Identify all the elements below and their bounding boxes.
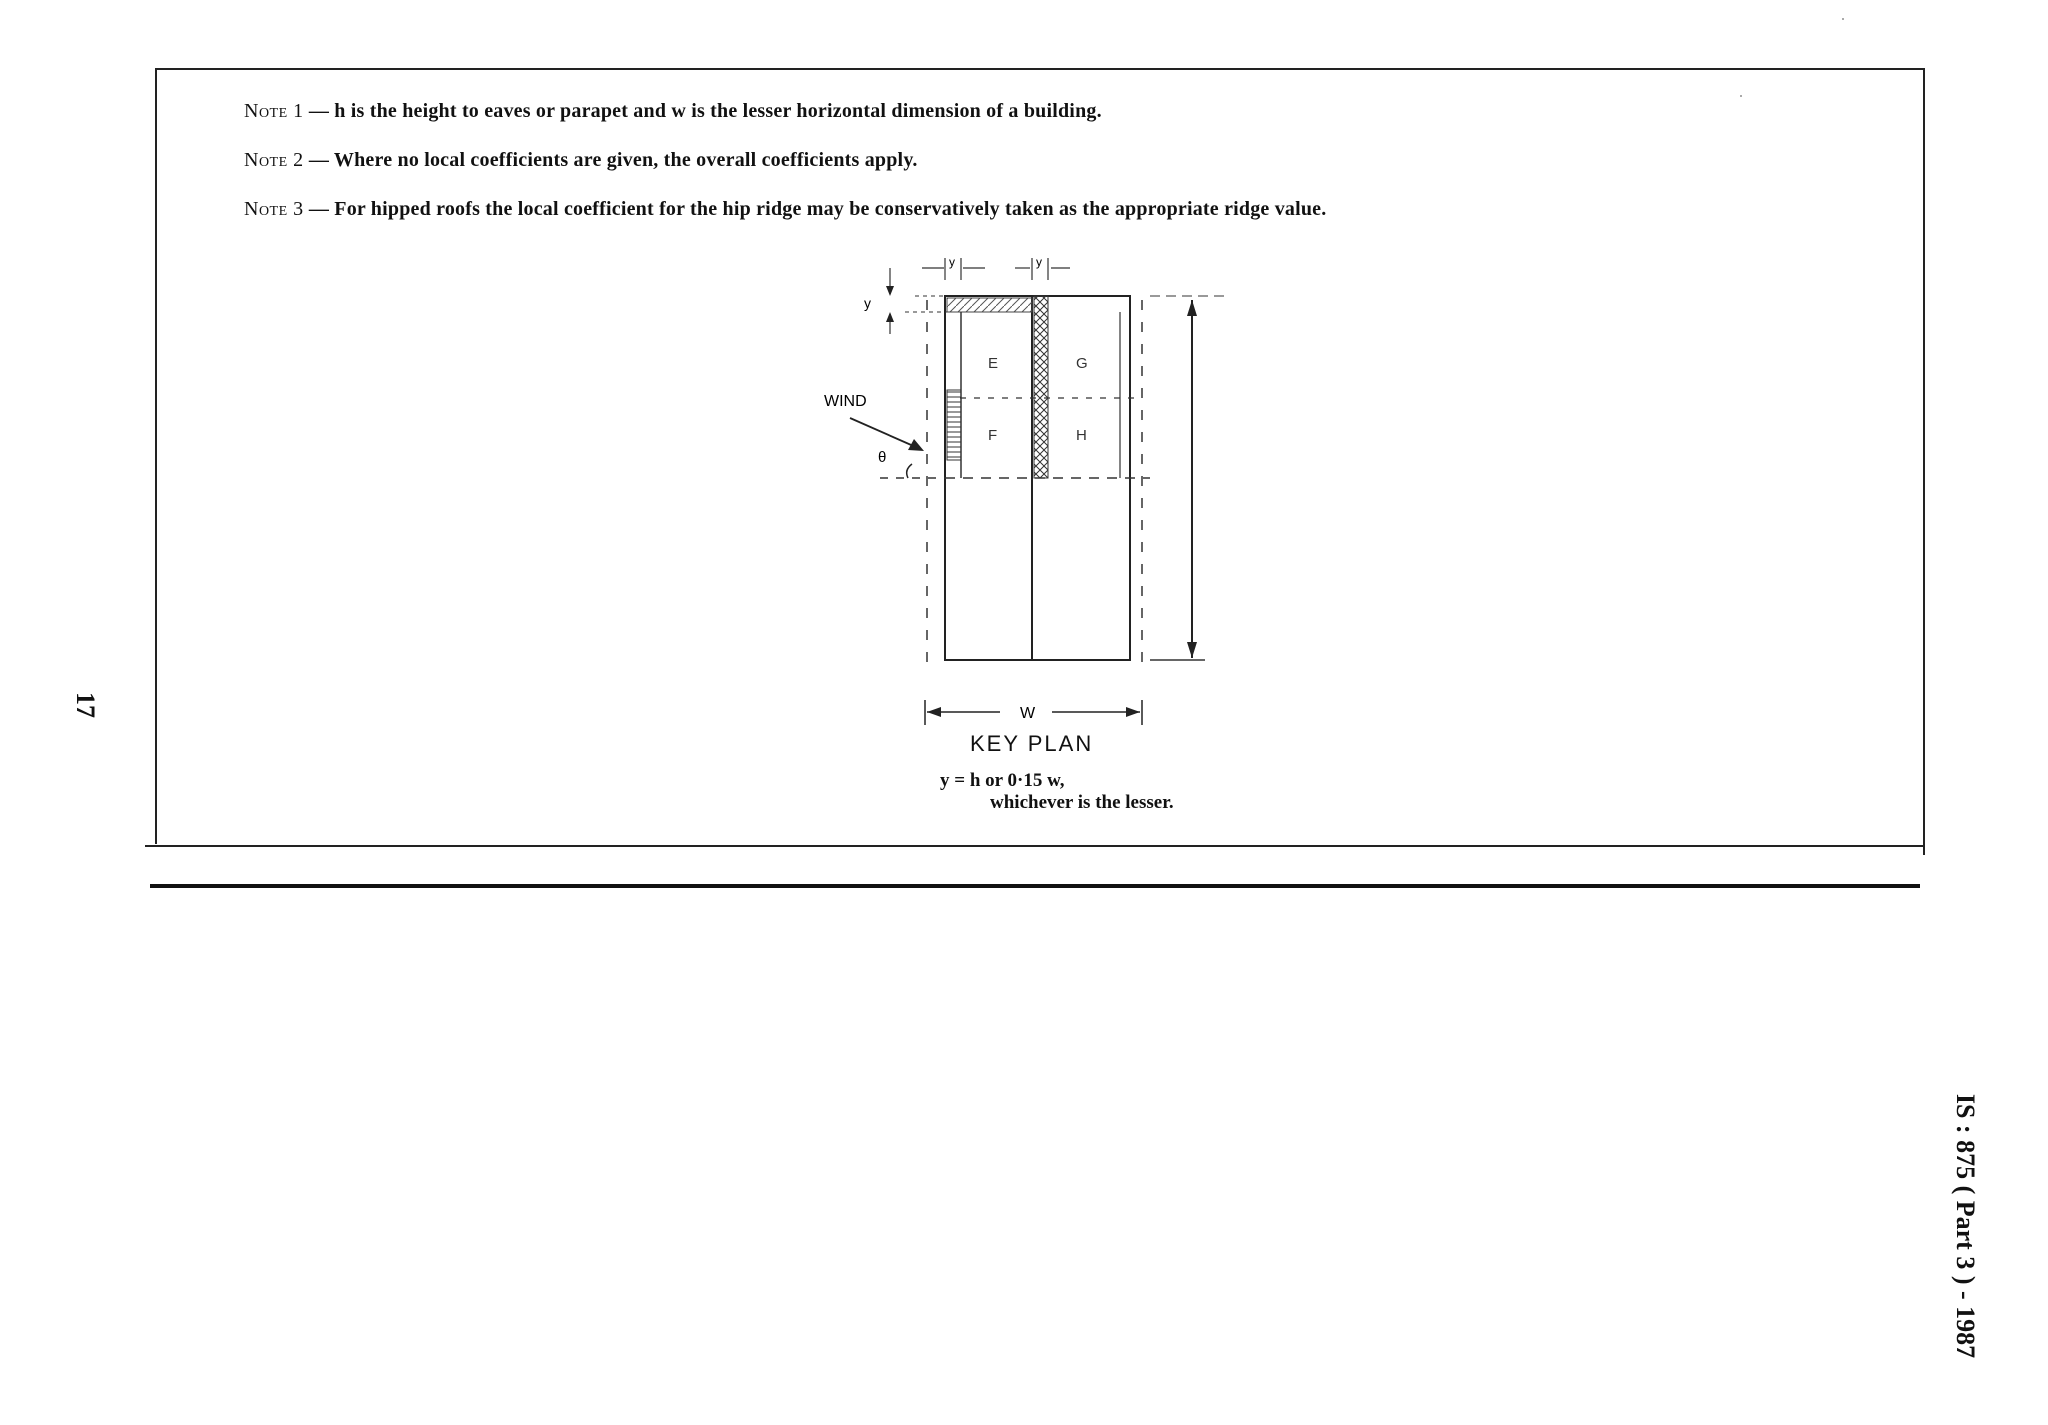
key-plan-caption: KEY PLAN — [970, 731, 1094, 756]
running-head-text: IS : 875 ( Part 3 ) - 1987 — [1951, 1093, 1980, 1359]
note-1 — [244, 100, 1102, 123]
page-number: 17 — [71, 692, 100, 718]
w-label: W — [1020, 705, 1036, 722]
arrow-up — [1187, 300, 1197, 316]
note-1-text: — h is the height to eaves or parapet and w is the lesser horizontal dimension of a building. — [308, 100, 1102, 122]
note-2-label: Note 2 — [244, 149, 304, 171]
page-rule — [150, 884, 1920, 888]
note-2 — [244, 149, 918, 172]
frame-top-border — [155, 68, 1925, 70]
key-plan-diagram — [820, 250, 1240, 735]
gable-local-zone — [947, 390, 961, 460]
key-plan-svg — [820, 250, 1240, 730]
frame-left-border — [155, 68, 157, 844]
formula-line-1: y = h or 0·15 w, — [940, 770, 1065, 791]
y-label-top-2: y — [1036, 255, 1042, 269]
y-label-top-1: y — [949, 255, 955, 269]
note-3-label: Note 3 — [244, 198, 304, 220]
scan-speck — [1740, 95, 1742, 97]
scan-speck — [1842, 18, 1844, 20]
formula-line-2: whichever is the lesser. — [990, 792, 1174, 813]
frame-bottom-border — [145, 845, 1925, 847]
zone-e-label: E — [988, 355, 999, 372]
note-1-label: Note 1 — [244, 100, 304, 122]
theta-arc — [907, 464, 912, 478]
zone-g-label: G — [1076, 355, 1088, 372]
zone-h-label: H — [1076, 427, 1087, 444]
y-label-left: y — [864, 295, 871, 311]
eave-local-zone — [947, 298, 1032, 312]
arrow-down — [1187, 642, 1197, 658]
wind-label: WIND — [824, 393, 867, 410]
ridge-local-zone — [1034, 296, 1048, 478]
note-3 — [244, 198, 1326, 221]
zone-f-label: F — [988, 427, 998, 444]
note-2-text: — Where no local coefficients are given, the overall coefficients apply. — [308, 149, 918, 171]
wind-arrow — [850, 418, 918, 448]
frame-right-border — [1923, 68, 1925, 855]
note-3-text: — For hipped roofs the local coefficient for the hip ridge may be conservatively taken as the appropriate ridge value. — [308, 198, 1327, 220]
theta-label: θ — [878, 449, 887, 466]
